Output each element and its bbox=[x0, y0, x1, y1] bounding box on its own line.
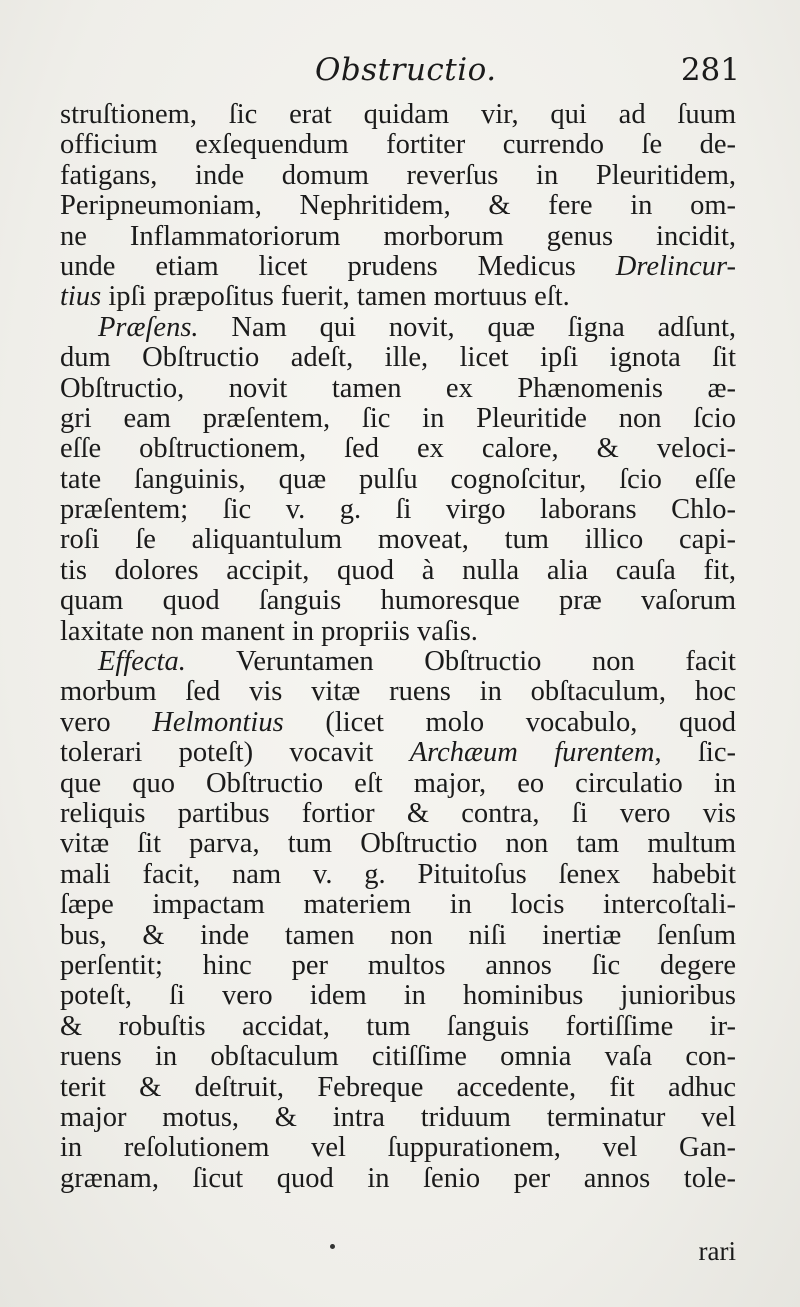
text-line: fatigans, inde domum reverſus in Pleuritidem, bbox=[60, 159, 736, 191]
text-line: perſentit; hinc per multos annos ſic degere bbox=[60, 949, 736, 981]
text-line: bus, & inde tamen non niſi inertiæ ſenſum bbox=[60, 919, 736, 951]
text-line: vero Helmontius (licet molo vocabulo, quod bbox=[60, 706, 736, 738]
text-line: tis dolores accipit, quod à nulla alia cauſa fit, bbox=[60, 554, 736, 586]
text-line: Præſens. Nam qui novit, quæ ſigna adſunt, bbox=[98, 311, 736, 343]
text-line: major motus, & intra triduum terminatur vel bbox=[60, 1101, 736, 1133]
italic-name: Helmontius bbox=[152, 706, 284, 738]
text-line: quam quod ſanguis humoresque præ vaſorum bbox=[60, 585, 736, 617]
italic-name: tius bbox=[60, 281, 102, 313]
catchword: rari bbox=[698, 1236, 736, 1266]
text-line: morbum ſed vis vitæ ruens in obſtaculum, hoc bbox=[60, 676, 736, 708]
body-text bbox=[60, 100, 736, 1194]
page-mark-dot bbox=[330, 1244, 335, 1249]
text-line: poteſt, ſi vero idem in hominibus junioribus bbox=[60, 980, 736, 1012]
section-heading-praesens: Præſens. bbox=[98, 311, 199, 343]
section-heading-effecta: Effecta. bbox=[98, 646, 186, 678]
text-line: gri eam præſentem, ſic in Pleuritide non ſcio bbox=[60, 402, 736, 434]
running-head: Obstructio. bbox=[315, 52, 497, 88]
page-number: 281 bbox=[680, 52, 740, 88]
text-line: struſtionem, ſic erat quidam vir, qui ad ſuum bbox=[60, 99, 736, 130]
text-line: tate ſanguinis, quæ pulſu cognoſcitur, ſcio eſſe bbox=[60, 463, 736, 495]
text-line: roſi ſe aliquantulum moveat, tum illico capi- bbox=[60, 524, 736, 556]
text-line: ſæpe impactam materiem in locis intercoſtali- bbox=[60, 889, 736, 921]
text-line: Effecta. Veruntamen Obſtructio non facit bbox=[98, 646, 736, 678]
page-header bbox=[60, 52, 740, 102]
italic-name: Drelincur- bbox=[615, 250, 737, 282]
text-line: præſentem; ſic v. g. ſi virgo laborans Chlo- bbox=[60, 494, 736, 526]
text-line: que quo Obſtructio eſt major, eo circulatio in bbox=[60, 767, 736, 799]
text-line: ne Inflammatoriorum morborum genus incidit, bbox=[60, 220, 736, 252]
text-line: & robuſtis accidat, tum ſanguis fortiſſime ir- bbox=[60, 1010, 736, 1042]
text-line: terit & deſtruit, Febreque accedente, fit adhuc bbox=[60, 1071, 736, 1103]
text-line: tolerari poteſt) vocavit Archæum furentem, ſic- bbox=[60, 737, 736, 769]
text-line: officium exſequendum fortiter currendo ſe de- bbox=[60, 129, 736, 161]
text-line: vitæ ſit parva, tum Obſtructio non tam multum bbox=[60, 828, 736, 860]
text-line: tius ipſi præpoſitus fuerit, tamen mortuus eſt. bbox=[60, 281, 570, 313]
text-line: reliquis partibus fortior & contra, ſi vero vis bbox=[60, 797, 736, 829]
text-line: unde etiam licet prudens Medicus Drelincur- bbox=[60, 250, 737, 282]
text-line: grænam, ſicut quod in ſenio per annos tole- bbox=[60, 1162, 736, 1194]
text-line: Peripneumoniam, Nephritidem, & fere in om- bbox=[60, 190, 736, 222]
italic-name: Archæum furentem bbox=[409, 737, 655, 769]
text-line: eſſe obſtructionem, ſed ex calore, & veloci- bbox=[60, 433, 736, 465]
text-line: dum Obſtructio adeſt, ille, licet ipſi ignota ſit bbox=[60, 342, 736, 374]
text-line: mali facit, nam v. g. Pituitoſus ſenex habebit bbox=[60, 858, 736, 890]
text-line: ruens in obſtaculum citiſſime omnia vaſa con- bbox=[60, 1041, 736, 1073]
text-line: laxitate non manent in propriis vaſis. bbox=[60, 615, 478, 647]
text-line: in reſolutionem vel ſuppurationem, vel Gan- bbox=[60, 1132, 736, 1164]
text-line: Obſtructio, novit tamen ex Phænomenis æ- bbox=[60, 372, 736, 404]
